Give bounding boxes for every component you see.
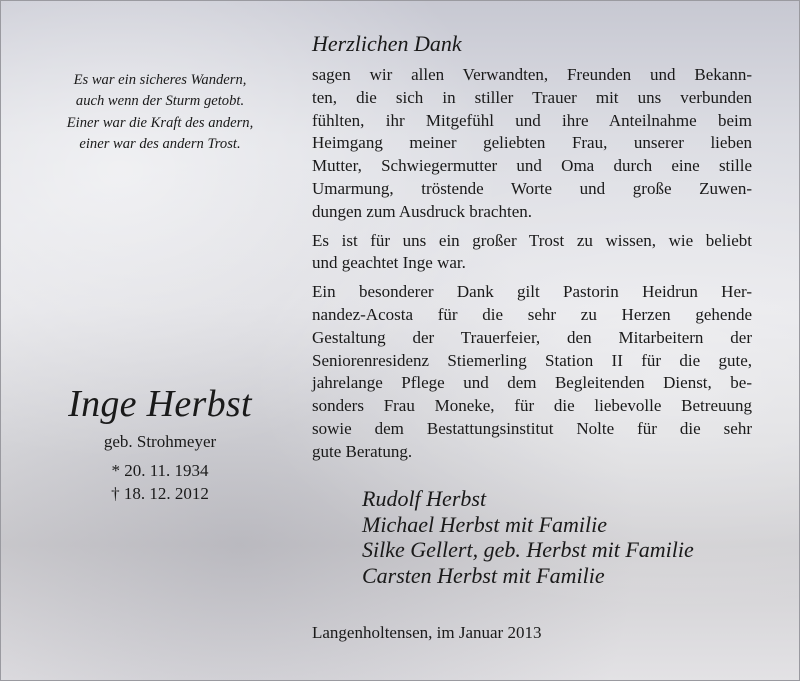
message-line: ten, die sich in stiller Trauer mit uns verbunden <box>312 87 752 107</box>
message-line: und geachtet Inge war. <box>312 253 466 273</box>
message-line: Mutter, Schwiegermutter und Oma durch eine stille <box>312 156 752 176</box>
place-date: Langenholtensen, im Januar 2013 <box>312 623 542 642</box>
signature-line: Carsten Herbst mit Familie <box>362 562 605 588</box>
death-date: † 18. 12. 2012 <box>111 484 209 503</box>
message-line: sagen wir allen Verwandten, Freunden und Bekann- <box>312 65 752 84</box>
message-line: jahrelange Pflege und dem Begleitenden Dienst, be- <box>312 373 752 393</box>
message-line: Seniorenresidenz Stiemerling Station II für die gute, <box>312 350 752 370</box>
message-line: Ein besonderer Dank gilt Pastorin Heidrun Her- <box>312 282 752 302</box>
thanks-title: Herzlichen Dank <box>312 31 462 56</box>
message-paragraph <box>312 230 752 276</box>
signatures <box>362 486 694 588</box>
deceased-info <box>20 382 300 505</box>
poem-line: Einer war die Kraft des andern, <box>66 114 254 131</box>
message-line: Heimgang meiner geliebten Frau, unserer lieben <box>312 133 752 153</box>
thanks-message <box>312 64 752 470</box>
deceased-name: Inge Herbst <box>68 383 252 425</box>
signature-line: Michael Herbst mit Familie <box>362 511 608 537</box>
poem-line: Es war ein sicheres Wandern, <box>73 72 247 88</box>
message-line: gute Beratung. <box>312 441 413 461</box>
message-line: fühlten, ihr Mitgefühl und ihre Anteilnahme beim <box>312 110 752 130</box>
poem-line: auch wenn der Sturm getobt. <box>75 93 245 110</box>
message-line: dungen zum Ausdruck brachten. <box>312 201 532 221</box>
poem-line: einer war des andern Trost. <box>79 135 241 152</box>
message-line: sowie dem Bestattungsinstitut Nolte für die sehr <box>312 418 752 438</box>
birth-date: * 20. 11. 1934 <box>111 461 209 480</box>
message-line: nandez-Acosta für die sehr zu Herzen gehende <box>312 304 752 324</box>
message-line: Gestaltung der Trauerfeier, den Mitarbeitern der <box>312 327 752 347</box>
message-paragraph <box>312 281 752 463</box>
message-line: Es ist für uns ein großer Trost zu wissen, wie beliebt <box>312 230 752 250</box>
message-line: sonders Frau Moneke, für die liebevolle Betreuung <box>312 396 752 416</box>
signature-line: Rudolf Herbst <box>362 486 487 511</box>
message-paragraph <box>312 64 752 224</box>
birth-name: geb. Strohmeyer <box>103 432 217 451</box>
signature-line: Silke Gellert, geb. Herbst mit Familie <box>362 537 694 562</box>
message-line: Umarmung, tröstende Worte und große Zuwen- <box>312 178 752 198</box>
life-dates <box>20 459 300 505</box>
poem <box>20 70 300 155</box>
